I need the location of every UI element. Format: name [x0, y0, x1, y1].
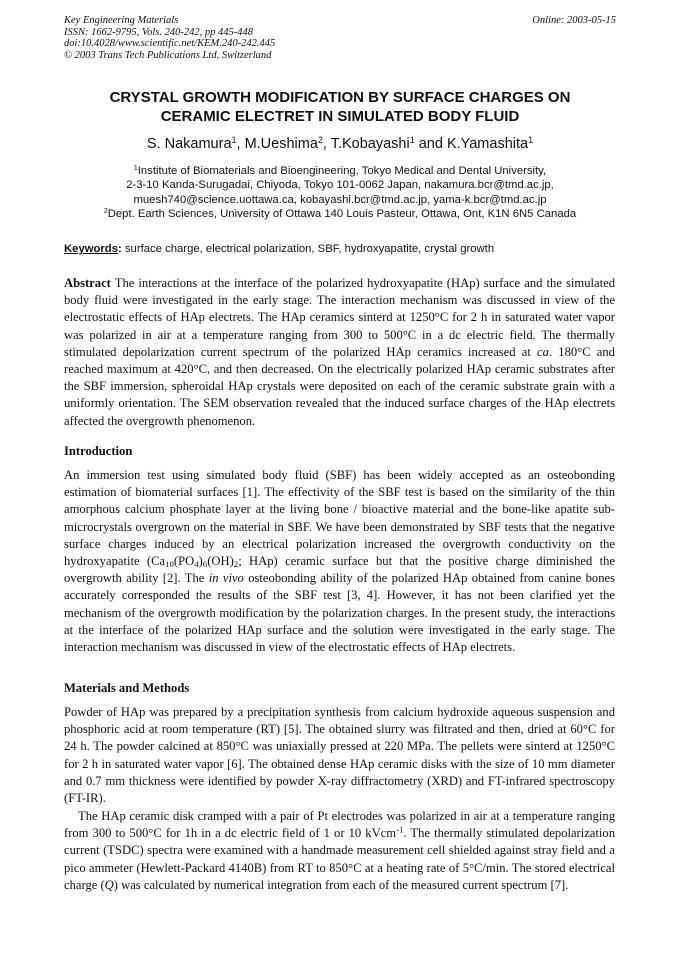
keywords: [64, 243, 624, 255]
author-list: [64, 136, 616, 152]
author-name: and K.Yamashita: [414, 136, 529, 152]
keywords-colon: :: [118, 243, 122, 255]
keywords-label: Keywords: [64, 243, 118, 255]
title-line-2: CERAMIC ELECTRET IN SIMULATED BODY FLUID: [160, 108, 520, 125]
author-name: , T.Kobayashi: [322, 136, 410, 152]
author-affil-marker: 1: [231, 135, 237, 146]
copyright-line: © 2003 Trans Tech Publications Ltd, Switzerland: [64, 49, 272, 61]
paper-title: [64, 88, 616, 126]
issn-line: ISSN: 1662-9795, Vols. 240-242, pp 445-448: [64, 26, 253, 38]
affil-marker: 2: [103, 208, 108, 216]
title-line-1: CRYSTAL GROWTH MODIFICATION BY SURFACE CHARGES ON: [109, 89, 571, 106]
affiliation-line: 2-3-10 Kanda-Surugadai, Chiyoda, Tokyo 101-0062 Japan, nakamura.bcr@tmd.ac.jp,: [126, 179, 554, 192]
section-heading-introduction: Introduction: [64, 444, 133, 458]
journal-name: Key Engineering Materials: [64, 15, 179, 26]
introduction-paragraph: An immersion test using simulated body fluid (SBF) has been widely accepted as an osteobonding estimation of biomaterial surfaces [1]. The effectivity of the SBF test is based on the similarity of the thin amorphous calcium phosphate layer at the living bone / bioactive material and the bone-like apatite sub-microcrystals overgrown on the material in SBF. We have been demonstrated by SBF tests that the negative surface charges induced by an electrical polarization increased the overgrowth conductivity on the hydroxyapatite ($Ca_{10}(PO_4)_6(OH)_2$; HAp) ceramic surface but that the positive charge diminished the overgrowth ability [2]. The in vivo osteobonding ability of the polarized HAp obtained from canine bones accurately corresponded the results of the SBF test [3, 4]. However, it has not been clarified yet the mechanism of the overgrowth modification by the polarization charges. In the present study, the interactions at the interface of the polarized HAp surface and the solution were investigated in the early stage. The interaction mechanism was discussed in view of the electrostatic effects of HAp electrets.: [64, 468, 615, 655]
author-affil-marker: 2: [317, 135, 323, 146]
doi-line: doi:10.4028/www.scientific.net/KEM.240-242.445: [64, 38, 276, 49]
author-affil-marker: 1: [528, 135, 534, 146]
affiliation-line: $^1$Institute of Biomaterials and Bioengineering, Tokyo Medical and Dental University,: [133, 165, 547, 177]
author-name: S. Nakamura: [146, 136, 232, 152]
publication-header: [64, 15, 616, 61]
abstract: Abstract The interactions at the interface of the polarized hydroxyapatite (HAp) surface and the simulated body fluid were investigated in the early stage. The interaction mechanism was discussed in view of the electrostatic effects of HAp electrets. The HAp ceramics sinterd at 1250°C for 2 h in saturated water vapor was polarized in air at a temperature ranging from 300 to 500°C in a dc electric field. The thermally stimulated depolarization current spectrum of the polarized HAp ceramics increased at ca. 180°C and reached maximum at 420°C, and then decreased. On the electrically polarized HAp ceramic substrates after the SBF immersion, spheroidal HAp crystals were deposited on each of the ceramic substrate grain with a uniformly orientation. The SEM observation revealed that the induced surface charges of the HAp electrets affected the overgrowth phenomenon.: [64, 276, 615, 428]
author-name: , M.Ueshima: [236, 136, 318, 152]
author-affil-marker: 1: [409, 135, 415, 146]
methods-paragraph-2: The HAp ceramic disk cramped with a pair of Pt electrodes was polarized in air at a temperature ranging from 300 to 500°C for 1h in a dc electric field of 1 or 10 kVcm$^{-1}$. The thermally stimulated depolarization current (TSDC) spectra were examined with a handmade measurement cell shielded against stray field and a pico ammeter (Hewlett-Packard 4140B) from RT to 850°C at a heating rate of 5°C/min. The stored electrical charge (Q) was calculated by numerical integration from each of the measured current spectrum [7].: [64, 809, 615, 892]
affiliation-line: $^2$Dept. Earth Sciences, University of Ottawa 140 Louis Pasteur, Ottawa, Ont, K1N 6N5 Canada: [103, 207, 577, 220]
online-date: Online: 2003-05-15: [532, 15, 616, 26]
keywords-text: surface charge, electrical polarization, SBF, hydroxyapatite, crystal growth: [121, 243, 495, 255]
methods-paragraph-1: Powder of HAp was prepared by a precipitation synthesis from calcium hydroxide aqueous suspension and phosphoric acid at room temperature (RT) [5]. The obtained slurry was filtrated and then, dried at 60°C for 24 h. The powder calcined at 850°C was uniaxially pressed at 220 MPa. The pellets were sinterd at 1250°C for 2 h in saturated water vapor [6]. The obtained dense HAp ceramic disks with the size of 10 mm diameter and 0.7 mm thickness were identified by powder X-ray diffractometry (XRD) and FT-infrared spectroscopy (FT-IR).: [64, 705, 615, 806]
affiliation-line: muesh740@science.uottawa.ca, kobayashi.bcr@tmd.ac.jp, yama-k.bcr@tmd.ac.jp: [133, 193, 547, 206]
affiliations: [44, 164, 636, 221]
affil-marker: 1: [133, 165, 138, 173]
section-heading-methods: Materials and Methods: [64, 681, 190, 695]
abstract-label: Abstract: [64, 276, 111, 290]
